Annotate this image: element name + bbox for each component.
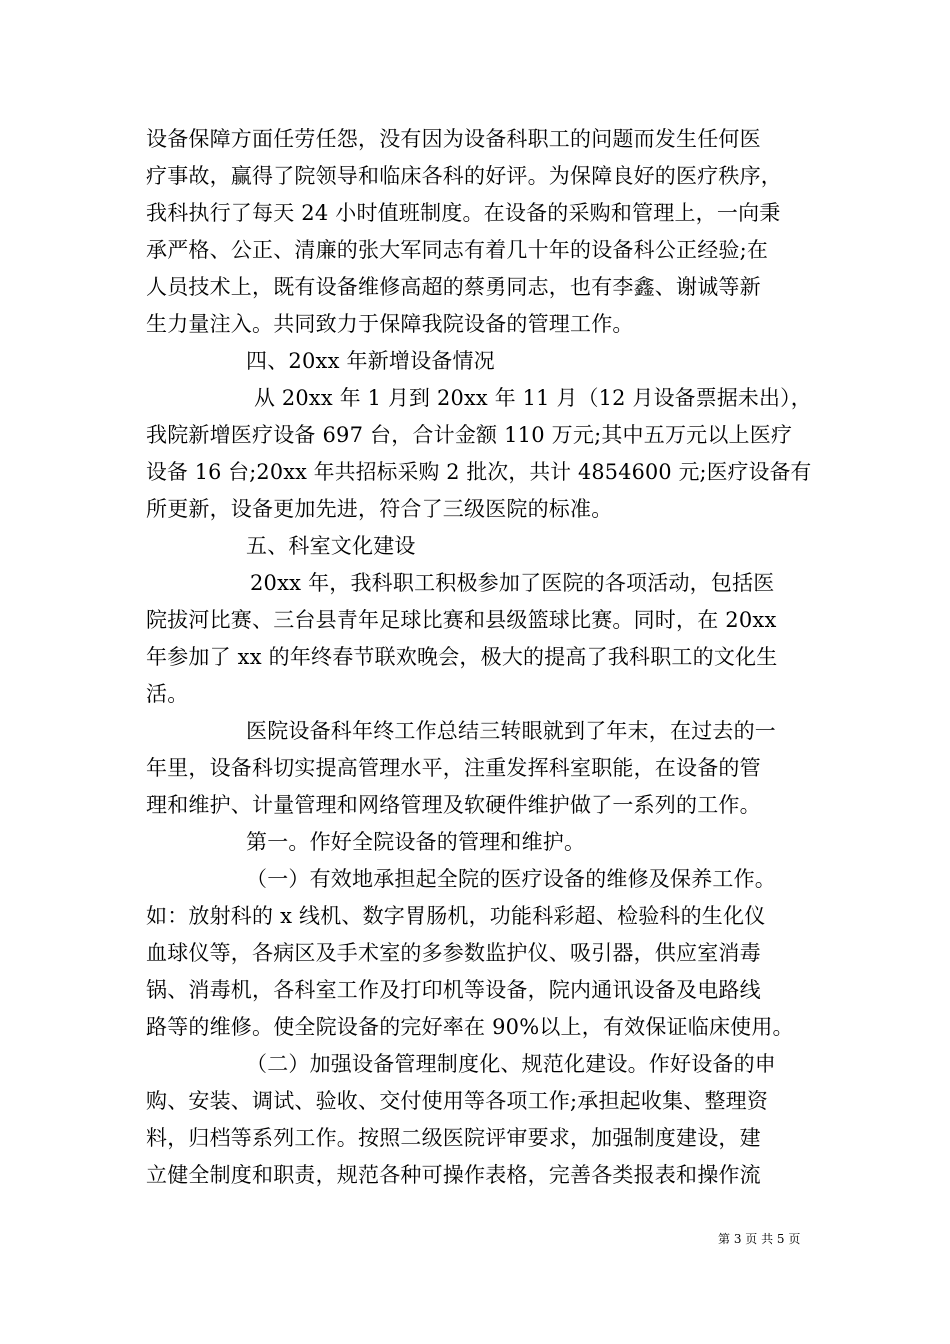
text-line: 路等的维修。使全院设备的完好率在 90%以上，有效保证临床使用。 xyxy=(146,1015,794,1039)
text-line: 承严格、公正、清廉的张大军同志有着几十年的设备科公正经验;在 xyxy=(146,238,769,262)
section-heading: 四、20xx 年新增设备情况 xyxy=(246,349,495,373)
text-line: （一）有效地承担起全院的医疗设备的维修及保养工作。 xyxy=(246,867,776,891)
text-line: 生力量注入。共同致力于保障我院设备的管理工作。 xyxy=(146,312,634,336)
text-line: 医院设备科年终工作总结三转眼就到了年末，在过去的一 xyxy=(246,719,776,743)
text-line: 血球仪等，各病区及手术室的多参数监护仪、吸引器，供应室消毒 xyxy=(146,941,761,965)
text-line: 设备 16 台;20xx 年共招标采购 2 批次，共计 4854600 元;医疗设备有 xyxy=(146,460,812,484)
text-line: （二）加强设备管理制度化、规范化建设。作好设备的申 xyxy=(246,1052,776,1076)
text-line: 20xx 年，我科职工积极参加了医院的各项活动，包括医 xyxy=(250,571,775,595)
text-line: 活。 xyxy=(146,682,189,706)
text-line: 我科执行了每天 24 小时值班制度。在设备的采购和管理上，一向秉 xyxy=(146,201,781,225)
text-line: 疗事故，赢得了院领导和临床各科的好评。为保障良好的医疗秩序， xyxy=(146,164,782,188)
text-line: 料，归档等系列工作。按照二级医院评审要求，加强制度建设，建 xyxy=(146,1126,761,1150)
section-heading: 第一。作好全院设备的管理和维护。 xyxy=(246,830,586,854)
text-line: 购、安装、调试、验收、交付使用等各项工作;承担起收集、整理资 xyxy=(146,1089,769,1113)
text-line: 年参加了 xx 的年终春节联欢晚会，极大的提高了我科职工的文化生 xyxy=(146,645,778,669)
text-line: 我院新增医疗设备 697 台，合计金额 110 万元;其中五万元以上医疗 xyxy=(146,423,793,447)
page-number-footer: 第 3 页 共 5 页 xyxy=(718,1232,801,1246)
text-line: 立健全制度和职责，规范各种可操作表格，完善各类报表和操作流 xyxy=(146,1163,761,1187)
text-line: 锅、消毒机，各科室工作及打印机等设备，院内通讯设备及电路线 xyxy=(146,978,761,1002)
section-heading: 五、科室文化建设 xyxy=(246,534,416,558)
text-line: 设备保障方面任劳任怨，没有因为设备科职工的问题而发生任何医 xyxy=(146,127,761,151)
text-line: 所更新，设备更加先进，符合了三级医院的标准。 xyxy=(146,497,613,521)
text-line: 年里，设备科切实提高管理水平，注重发挥科室职能，在设备的管 xyxy=(146,756,761,780)
text-line: 从 20xx 年 1 月到 20xx 年 11 月（12 月设备票据未出）， xyxy=(254,386,812,410)
text-line: 理和维护、计量管理和网络管理及软硬件维护做了一系列的工作。 xyxy=(146,793,761,817)
text-line: 人员技术上，既有设备维修高超的蔡勇同志，也有李鑫、谢诚等新 xyxy=(146,275,761,299)
text-line: 院拔河比赛、三台县青年足球比赛和县级篮球比赛。同时，在 20xx xyxy=(146,608,777,632)
text-line: 如：放射科的 x 线机、数字胃肠机，功能科彩超、检验科的生化仪 xyxy=(146,904,766,928)
